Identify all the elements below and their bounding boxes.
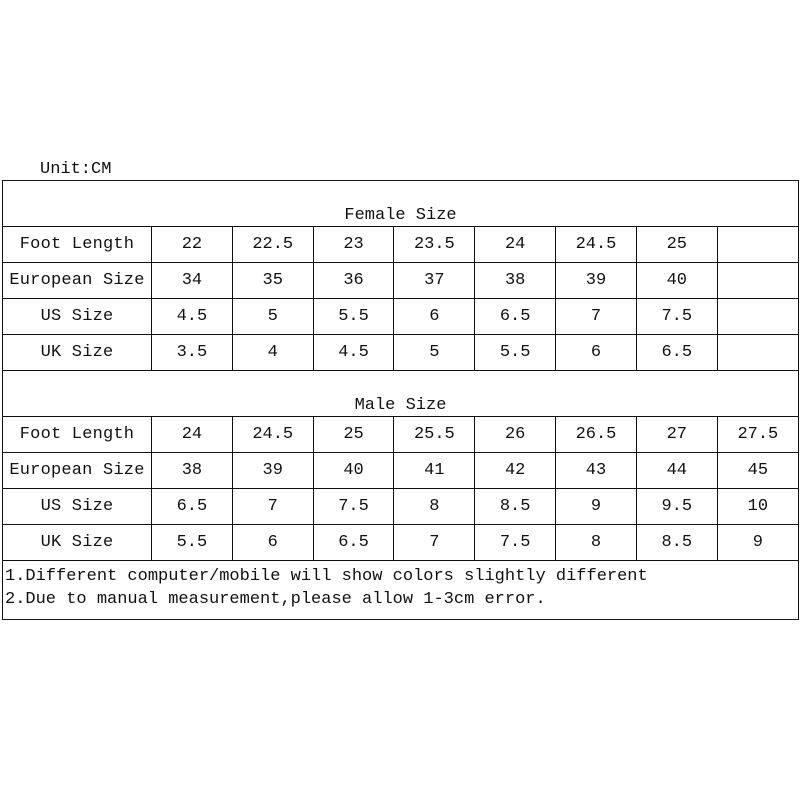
table-cell: 23 bbox=[313, 227, 394, 263]
table-cell: 42 bbox=[475, 453, 556, 489]
table-cell: 5.5 bbox=[152, 525, 233, 561]
table-cell: 43 bbox=[556, 453, 637, 489]
table-cell: 36 bbox=[313, 263, 394, 299]
table-cell: 22.5 bbox=[232, 227, 313, 263]
table-cell: 5.5 bbox=[475, 335, 556, 371]
unit-label: Unit:CM bbox=[40, 160, 112, 179]
table-row bbox=[3, 489, 798, 525]
table-cell: 3.5 bbox=[152, 335, 233, 371]
table-cell: 23.5 bbox=[394, 227, 475, 263]
table-cell: 7 bbox=[394, 525, 475, 561]
table-cell: 8.5 bbox=[636, 525, 717, 561]
female-size-table bbox=[3, 227, 798, 370]
table-cell: 38 bbox=[152, 453, 233, 489]
row-label: US Size bbox=[3, 489, 152, 525]
notes bbox=[3, 561, 798, 611]
table-cell bbox=[717, 263, 798, 299]
note-2: 2.Due to manual measurement,please allow 1-3cm error. bbox=[5, 590, 546, 609]
table-cell: 7.5 bbox=[475, 525, 556, 561]
table-row bbox=[3, 525, 798, 561]
table-cell: 4 bbox=[232, 335, 313, 371]
table-cell: 4.5 bbox=[152, 299, 233, 335]
table-cell: 39 bbox=[232, 453, 313, 489]
female-size-title: Female Size bbox=[3, 181, 798, 227]
row-label: Foot Length bbox=[3, 417, 152, 453]
table-cell: 27 bbox=[636, 417, 717, 453]
table-row bbox=[3, 335, 798, 371]
table-cell: 25 bbox=[313, 417, 394, 453]
table-cell: 38 bbox=[475, 263, 556, 299]
table-cell: 41 bbox=[394, 453, 475, 489]
table-cell: 6 bbox=[394, 299, 475, 335]
table-cell: 8 bbox=[556, 525, 637, 561]
table-cell: 6.5 bbox=[152, 489, 233, 525]
table-cell bbox=[717, 299, 798, 335]
table-cell bbox=[717, 335, 798, 371]
table-cell: 39 bbox=[556, 263, 637, 299]
male-size-table bbox=[3, 417, 798, 561]
table-row bbox=[3, 227, 798, 263]
table-cell: 6.5 bbox=[636, 335, 717, 371]
table-cell: 6 bbox=[556, 335, 637, 371]
table-cell: 25 bbox=[636, 227, 717, 263]
table-cell: 6.5 bbox=[475, 299, 556, 335]
table-cell: 9.5 bbox=[636, 489, 717, 525]
male-size-title: Male Size bbox=[3, 370, 798, 417]
table-cell: 40 bbox=[636, 263, 717, 299]
table-cell: 25.5 bbox=[394, 417, 475, 453]
table-cell: 45 bbox=[717, 453, 798, 489]
row-label: European Size bbox=[3, 263, 152, 299]
table-cell: 5 bbox=[232, 299, 313, 335]
table-cell: 6 bbox=[232, 525, 313, 561]
table-cell: 24 bbox=[152, 417, 233, 453]
table-cell: 7 bbox=[556, 299, 637, 335]
table-cell: 34 bbox=[152, 263, 233, 299]
table-cell: 9 bbox=[717, 525, 798, 561]
row-label: European Size bbox=[3, 453, 152, 489]
table-cell: 24.5 bbox=[232, 417, 313, 453]
table-cell: 26 bbox=[475, 417, 556, 453]
table-cell: 24 bbox=[475, 227, 556, 263]
table-cell: 8 bbox=[394, 489, 475, 525]
table-cell: 6.5 bbox=[313, 525, 394, 561]
table-row bbox=[3, 453, 798, 489]
size-chart bbox=[2, 180, 799, 620]
table-cell: 5.5 bbox=[313, 299, 394, 335]
row-label: Foot Length bbox=[3, 227, 152, 263]
table-cell: 24.5 bbox=[556, 227, 637, 263]
row-label: US Size bbox=[3, 299, 152, 335]
row-label: UK Size bbox=[3, 525, 152, 561]
table-cell: 26.5 bbox=[556, 417, 637, 453]
table-cell: 35 bbox=[232, 263, 313, 299]
table-cell: 22 bbox=[152, 227, 233, 263]
table-cell: 10 bbox=[717, 489, 798, 525]
table-cell: 7 bbox=[232, 489, 313, 525]
table-row bbox=[3, 299, 798, 335]
table-cell: 9 bbox=[556, 489, 637, 525]
table-cell: 7.5 bbox=[313, 489, 394, 525]
table-cell: 7.5 bbox=[636, 299, 717, 335]
table-cell: 27.5 bbox=[717, 417, 798, 453]
table-cell: 4.5 bbox=[313, 335, 394, 371]
table-cell: 37 bbox=[394, 263, 475, 299]
row-label: UK Size bbox=[3, 335, 152, 371]
table-cell: 5 bbox=[394, 335, 475, 371]
table-row bbox=[3, 417, 798, 453]
table-cell: 44 bbox=[636, 453, 717, 489]
table-cell: 40 bbox=[313, 453, 394, 489]
table-row bbox=[3, 263, 798, 299]
table-cell: 8.5 bbox=[475, 489, 556, 525]
table-cell bbox=[717, 227, 798, 263]
note-1: 1.Different computer/mobile will show colors slightly different bbox=[5, 567, 648, 586]
